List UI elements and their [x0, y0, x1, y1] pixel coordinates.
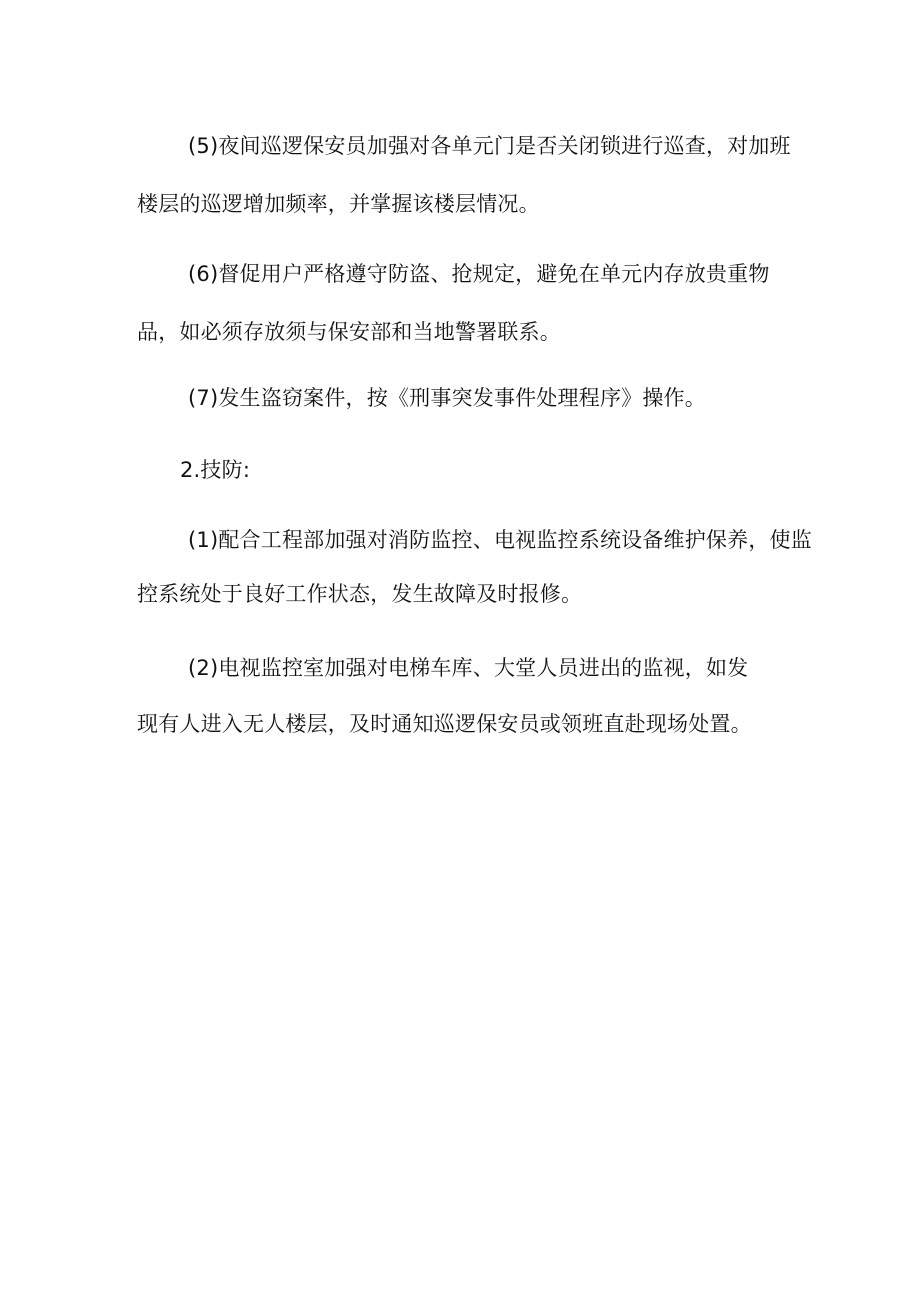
technical-item-1-line-1: (1)配合工程部加强对消防监控、电视监控系统设备维护保养，使监 [188, 528, 812, 552]
paragraph-5-line-2: 楼层的巡逻增加频率，并掌握该楼层情况。 [137, 192, 540, 216]
paragraph-5-line-1: (5)夜间巡逻保安员加强对各单元门是否关闭锁进行巡查，对加班 [188, 134, 791, 158]
paragraph-6-line-2: 品，如必须存放须与保安部和当地警署联系。 [137, 320, 561, 344]
paragraph-6-line-1: (6)督促用户严格遵守防盗、抢规定，避免在单元内存放贵重物 [188, 262, 770, 286]
technical-item-2-line-2: 现有人进入无人楼层，及时通知巡逻保安员或领班直赴现场处置。 [137, 712, 752, 736]
technical-item-1-line-2: 控系统处于良好工作状态，发生故障及时报修。 [137, 582, 583, 606]
paragraph-7-line-1: (7)发生盗窃案件，按《刑事突发事件处理程序》操作。 [188, 386, 706, 410]
technical-item-2-line-1: (2)电视监控室加强对电梯车库、大堂人员进出的监视，如发 [188, 656, 749, 680]
section-heading-technical-defense: 2.技防: [180, 458, 251, 482]
